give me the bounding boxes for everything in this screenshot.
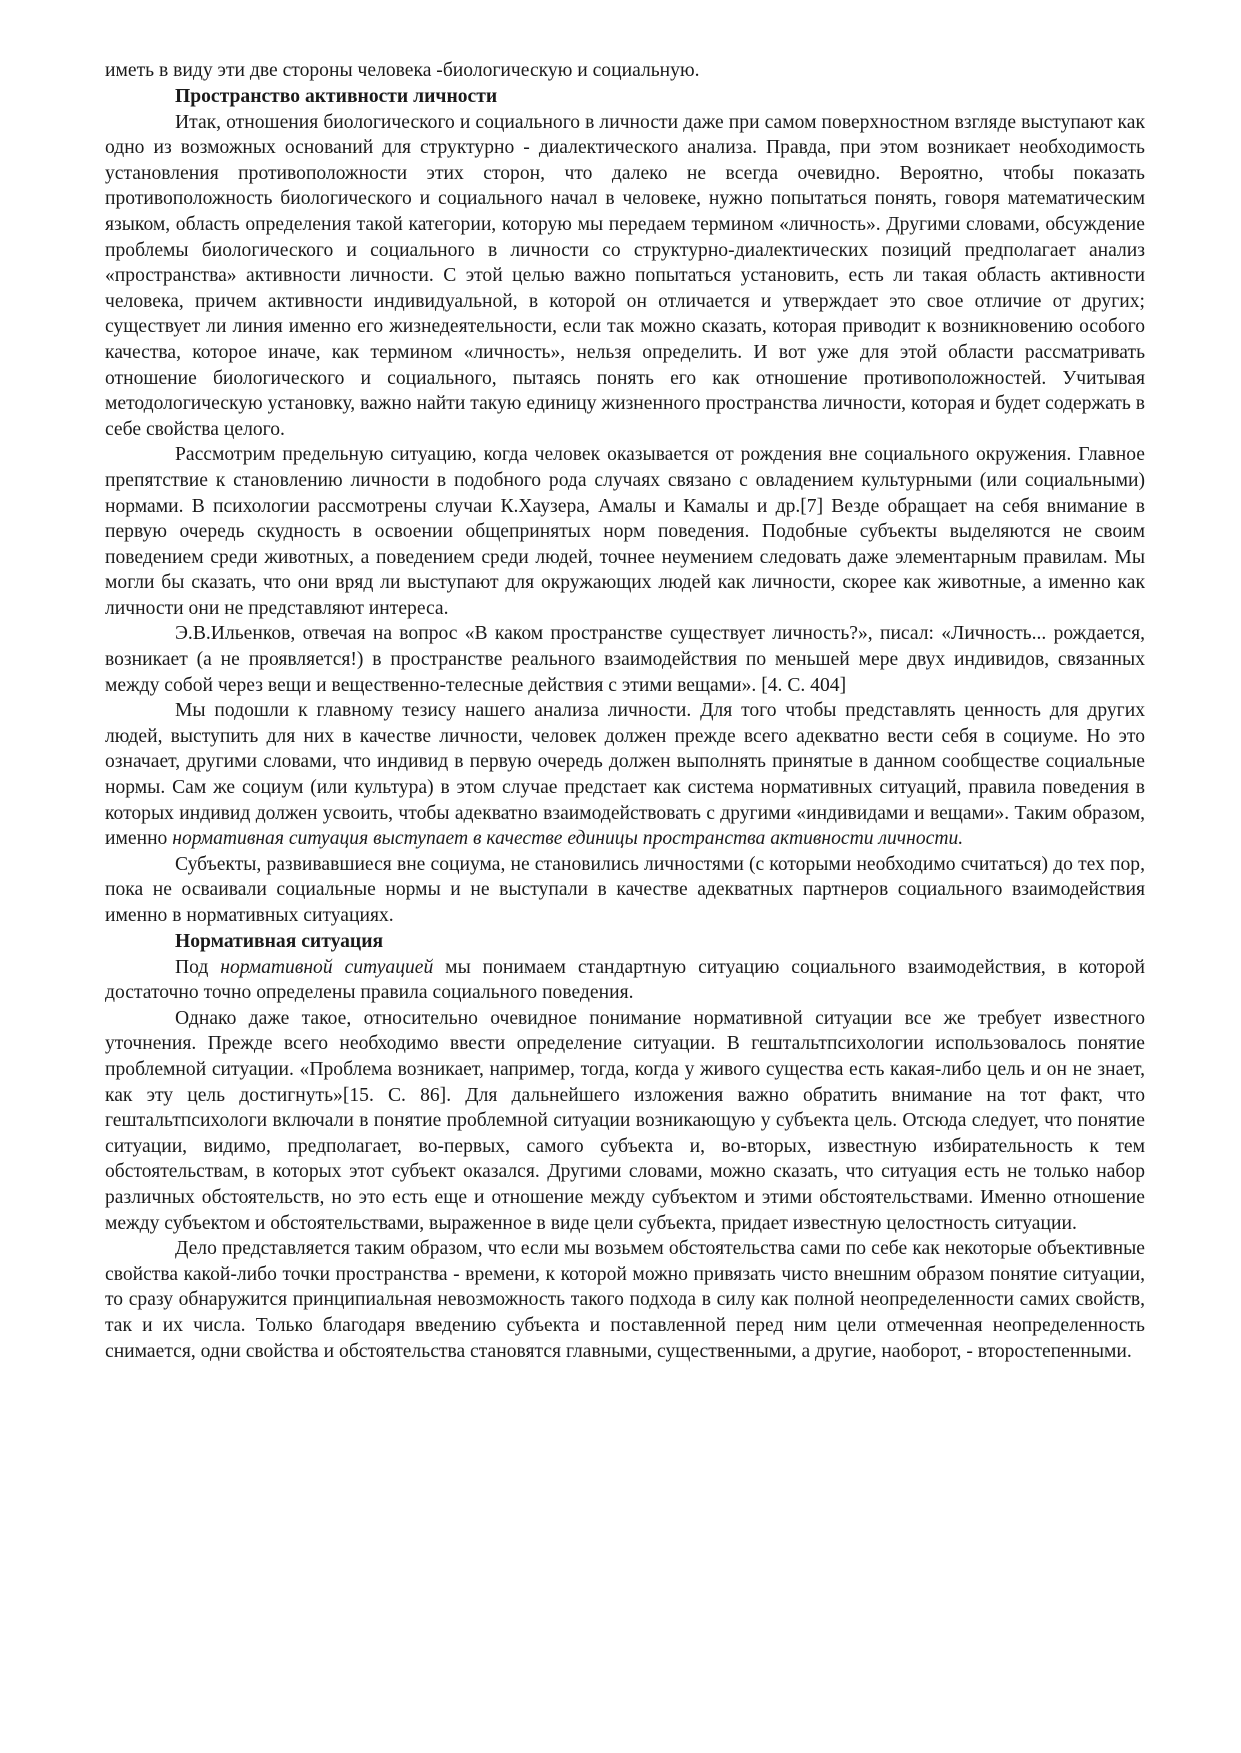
paragraph: Итак, отношения биологического и социального в личности даже при самом поверхностном взгляде выступают как одно из возможных оснований для структурно - диалектического анализа. Правда, при этом возникает необходимость установления противоположности этих сторон, что далеко не всегда очевидно. Вероятно, чтобы показать противоположность биологического и социального начал в человеке, нужно попытаться понять, говоря математическим языком, область определения такой категории, которую мы передаем термином «личность». Другими словами, обсуждение проблемы биологического и социального в личности со структурно-диалектических позиций предполагает анализ «пространства» активности личности. С этой целью важно попытаться установить, есть ли такая область активности человека, причем активности индивидуальной, в которой он отличается и утверждает это свое отличие от других; существует ли линия именно его жизнедеятельности, если так можно сказать, которая приводит к возникновению особого качества, которое иначе, как термином «личность», нельзя определить. И вот уже для этой области рассматривать отношение биологического и социального, пытаясь понять его как отношение противоположностей. Учитывая методологическую установку, важно найти такую единицу жизненного пространства личности, которая и будет содержать в себе свойства целого. — [105, 111, 1145, 440]
paragraph: Рассмотрим предельную ситуацию, когда человек оказывается от рождения вне социального окружения. Главное препятствие к становлению личности в подобного рода случаях связано с овладением культурными (или социальными) нормами. В психологии рассмотрены случаи К.Хаузера, Амалы и Камалы и др.[7] Везде обращает на себя внимание в первую очередь скудность в освоении общепринятых норм поведения. Подобные субъекты выделяются не своим поведением среди животных, а поведением среди людей, точнее неумением следовать даже элементарным правилам. Мы могли бы сказать, что они вряд ли выступают для окружающих людей как личности, скорее как животные, а именно как личности они не представляют интереса. — [105, 444, 1145, 619]
section-heading: Нормативная ситуация — [175, 930, 384, 952]
paragraph-text: мы понимаем стандартную ситуацию социального взаимодействия, в которой достаточно точно определены правила социального поведения. — [105, 956, 1146, 1004]
paragraph — [105, 955, 1145, 1006]
section-heading: Пространство активности личности — [175, 85, 498, 107]
paragraph: Дело представляется таким образом, что если мы возьмем обстоятельства сами по себе как некоторые объективные свойства какой-либо точки пространства - времени, к которой можно привязать чисто внешним образом понятие ситуации, то сразу обнаружится принципиальная невозможность такого подхода в силу как полной неопределенности самих свойств, так и их числа. Только благодаря введению субъекта и поставленной перед ним цели отмеченная неопределенность снимается, одни свойства и обстоятельства становятся главными, существенными, а другие, наоборот, - второстепенными. — [105, 1238, 1145, 1362]
paragraph — [105, 698, 1145, 852]
intro-line: иметь в виду эти две стороны человека -биологическую и социальную. — [105, 60, 700, 81]
emphasis-text: нормативная ситуация выступает в качестве единицы пространства активности личности. — [172, 828, 964, 850]
section-activity-space — [105, 84, 1145, 929]
emphasis-text: нормативной ситуацией — [220, 956, 434, 978]
paragraph: Э.В.Ильенков, отвечая на вопрос «В каком пространстве существует личность?», писал: «Личность... рождается, возникает (а не проявляется!) в пространстве реального взаимодействия по меньшей мере двух индивидов, связанных между собой через вещи и вещественно-телесные действия с этими вещами». [4. С. 404] — [105, 623, 1145, 696]
paragraph-text: Мы подошли к главному тезису нашего анализа личности. Для того чтобы представлять ценность для других людей, выступить для них в качестве личности, человек должен прежде всего адекватно вести себя в социуме. Но это означает, другими словами, что индивид в первую очередь должен выполнять принятые в данном сообществе социальные нормы. Сам же социум (или культура) в этом случае предстает как система нормативных ситуаций, правила поведения в которых индивид должен усвоить, чтобы адекватно взаимодействовать с другими «индивидами и вещами». Таким образом, именно — [105, 700, 1145, 850]
paragraph-text: Под — [175, 956, 221, 978]
paragraph: Субъекты, развивавшиеся вне социума, не становились личностями (с которыми необходимо считаться) до тех пор, пока не осваивали социальные нормы и не выступали в качестве адекватных партнеров социального взаимодействия именно в нормативных ситуациях. — [105, 853, 1145, 926]
section-normative-situation — [105, 929, 1145, 1365]
paragraph: Однако даже такое, относительно очевидное понимание нормативной ситуации все же требует известного уточнения. Прежде всего необходимо ввести определение ситуации. В гештальтпсихологии использовалось понятие проблемной ситуации. «Проблема возникает, например, тогда, когда у живого существа есть какая-либо цель и он не знает, как эту цель достигнуть»[15. С. 86]. Для дальнейшего изложения важно обратить внимание на тот факт, что гештальтпсихологи включали в понятие проблемной ситуации возникающую у субъекта цель. Отсюда следует, что понятие ситуации, видимо, предполагает, во-первых, самого субъекта и, во-вторых, известную избирательность к тем обстоятельствам, в которых этот субъект оказался. Другими словами, можно сказать, что ситуация есть не только набор различных обстоятельств, но это есть еще и отношение между субъектом и этими обстоятельствами. Именно отношение между субъектом и обстоятельствами, выраженное в виде цели субъекта, придает известную целостность ситуации. — [105, 1007, 1145, 1234]
